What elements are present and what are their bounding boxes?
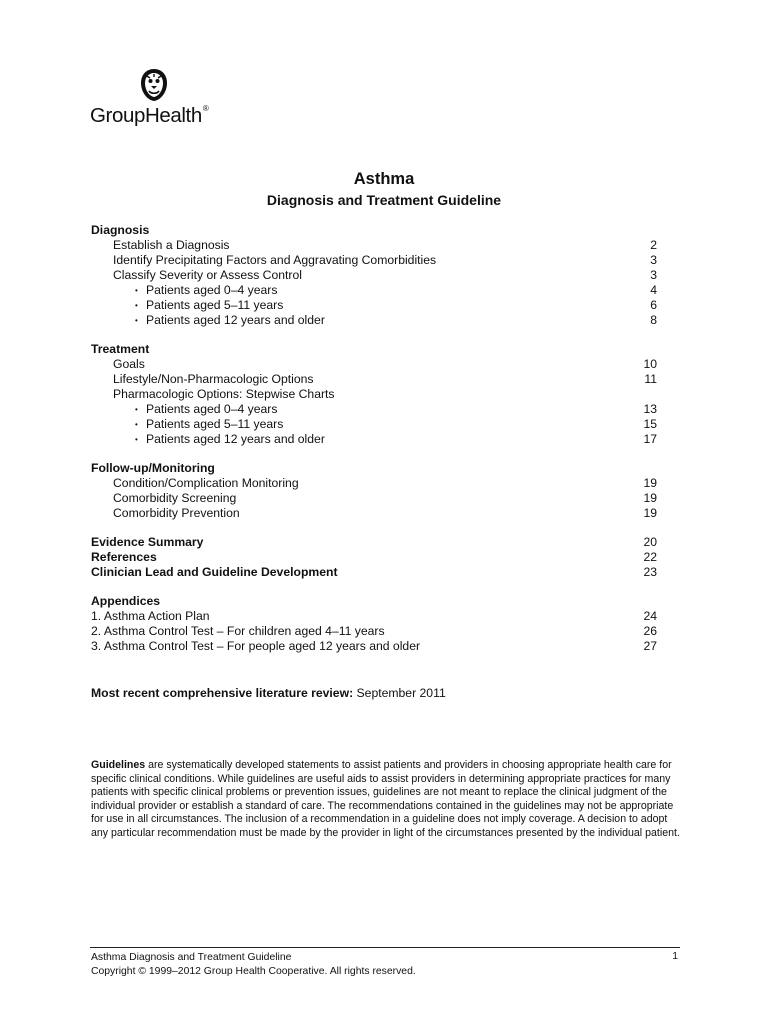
toc-entry[interactable] <box>91 387 657 402</box>
toc-entry-page: 27 <box>643 639 657 653</box>
toc-entry[interactable] <box>91 283 657 298</box>
toc-entry-label: Establish a Diagnosis <box>113 238 230 252</box>
toc-entry-label: 2. Asthma Control Test – For children aged 4–11 years <box>91 624 385 638</box>
toc-entry-label: Lifestyle/Non-Pharmacologic Options <box>113 372 314 386</box>
bullet-icon: • <box>135 301 138 310</box>
toc-entry-label: Comorbidity Screening <box>113 491 237 505</box>
toc-entry-label: Clinician Lead and Guideline Development <box>91 565 338 579</box>
toc-entry-page: 4 <box>650 283 657 297</box>
toc-entry-label: Condition/Complication Monitoring <box>113 476 299 490</box>
toc-entry[interactable] <box>91 357 657 372</box>
toc-entry-references[interactable] <box>91 550 657 565</box>
toc-entry[interactable] <box>91 506 657 521</box>
guidelines-disclaimer <box>91 759 681 841</box>
toc-entry-label: Patients aged 12 years and older <box>146 432 325 446</box>
toc-entry-label: Patients aged 0–4 years <box>146 402 278 416</box>
toc-entry-label: Evidence Summary <box>91 535 204 549</box>
toc-entry-page: 15 <box>643 417 657 431</box>
logo-wordmark-text: GroupHealth <box>90 104 202 127</box>
toc-entry-page: 11 <box>644 372 657 386</box>
footer <box>91 951 416 978</box>
toc-entry-page: 8 <box>650 313 657 327</box>
toc-entry-page: 10 <box>643 357 657 371</box>
toc-entry-label: References <box>91 550 157 564</box>
page-title: Asthma <box>353 170 415 188</box>
page-number: 1 <box>672 951 678 962</box>
toc-entry-page: 23 <box>643 565 657 579</box>
toc-entry[interactable] <box>91 639 657 654</box>
bullet-icon: • <box>135 435 138 444</box>
toc-entry[interactable] <box>91 313 657 328</box>
toc-entry-label: Goals <box>113 357 145 371</box>
toc-entry[interactable] <box>91 298 657 313</box>
toc-entry-page: 3 <box>650 253 657 267</box>
toc-entry-page: 24 <box>643 609 657 623</box>
toc-entry-page: 6 <box>650 298 657 312</box>
toc-entry[interactable] <box>91 372 657 387</box>
disclaimer-text: are systematically developed statements to assist patients and providers in choosing appropriate health care for specific clinical conditions. While guidelines are useful aids to assist providers in determining appropriate practices for many patients with specific clinical problems or prevention issues, guidelines are not meant to replace the clinical judgment of the individual provider or establish a standard of care. The recommendations contained in the guidelines may not be appropriate for use in all circumstances. The inclusion of a recommendation in a guideline does not imply coverage. A decision to adopt any particular recommendation must be made by the provider in light of the circumstances presented by the individual patient. <box>91 759 680 839</box>
toc-entry-page: 3 <box>650 268 657 282</box>
group-health-logo <box>90 68 230 130</box>
toc-entry-label: Patients aged 12 years and older <box>146 313 325 327</box>
toc-heading-treatment: Treatment <box>91 342 150 356</box>
toc-entry[interactable] <box>91 624 657 639</box>
toc-heading-appendices: Appendices <box>91 594 161 608</box>
toc-entry-page: 22 <box>643 550 657 564</box>
toc-entry-page: 26 <box>643 624 657 638</box>
literature-review-line <box>91 686 446 700</box>
toc-heading-diagnosis: Diagnosis <box>91 223 150 237</box>
disclaimer-lead: Guidelines <box>91 759 146 771</box>
toc-entry[interactable] <box>91 402 657 417</box>
toc-entry-page: 19 <box>643 506 657 520</box>
toc-entry[interactable] <box>91 253 657 268</box>
toc-entry-page: 20 <box>643 535 657 549</box>
footer-title: Asthma Diagnosis and Treatment Guideline <box>91 952 292 963</box>
bullet-icon: • <box>135 420 138 429</box>
logo-wordmark <box>90 104 208 128</box>
table-of-contents <box>91 223 657 654</box>
toc-entry-page: 19 <box>643 476 657 490</box>
footer-divider <box>90 947 680 948</box>
toc-entry-page: 2 <box>650 238 657 252</box>
toc-entry-page: 17 <box>643 432 657 446</box>
toc-entry[interactable] <box>91 476 657 491</box>
toc-entry-page <box>617 387 657 402</box>
toc-entry[interactable] <box>91 417 657 432</box>
toc-entry-label: 3. Asthma Control Test – For people aged 12 years and older <box>91 639 421 653</box>
toc-entry-label: Pharmacologic Options: Stepwise Charts <box>113 387 335 401</box>
toc-entry[interactable] <box>91 609 657 624</box>
bullet-icon: • <box>135 316 138 325</box>
toc-entry-evidence-summary[interactable] <box>91 535 657 550</box>
page-subtitle: Diagnosis and Treatment Guideline <box>266 192 502 208</box>
toc-entry-label: 1. Asthma Action Plan <box>91 609 210 623</box>
toc-heading-followup: Follow-up/Monitoring <box>91 461 215 475</box>
toc-entry[interactable] <box>91 432 657 447</box>
logo-registered-mark: ® <box>202 104 209 113</box>
toc-entry-label: Patients aged 5–11 years <box>146 417 284 431</box>
literature-review-label: Most recent comprehensive literature review: <box>91 686 354 700</box>
toc-entry[interactable] <box>91 238 657 253</box>
footer-copyright: Copyright © 1999–2012 Group Health Cooperative. All rights reserved. <box>91 965 416 977</box>
toc-entry[interactable] <box>91 491 657 506</box>
toc-entry[interactable] <box>91 268 657 283</box>
literature-review-date: September 2011 <box>356 686 446 700</box>
lion-crest-icon <box>138 68 170 102</box>
toc-entry-label: Patients aged 0–4 years <box>146 283 278 297</box>
toc-entry-label: Patients aged 5–11 years <box>146 298 284 312</box>
bullet-icon: • <box>135 405 138 414</box>
toc-entry-label: Comorbidity Prevention <box>113 506 240 520</box>
toc-entry-page: 19 <box>643 491 657 505</box>
toc-entry-clinician-lead[interactable] <box>91 565 657 580</box>
bullet-icon: • <box>135 286 138 295</box>
toc-entry-page: 13 <box>643 402 657 416</box>
toc-entry-label: Identify Precipitating Factors and Aggravating Comorbidities <box>113 253 437 267</box>
toc-entry-label: Classify Severity or Assess Control <box>113 268 302 282</box>
